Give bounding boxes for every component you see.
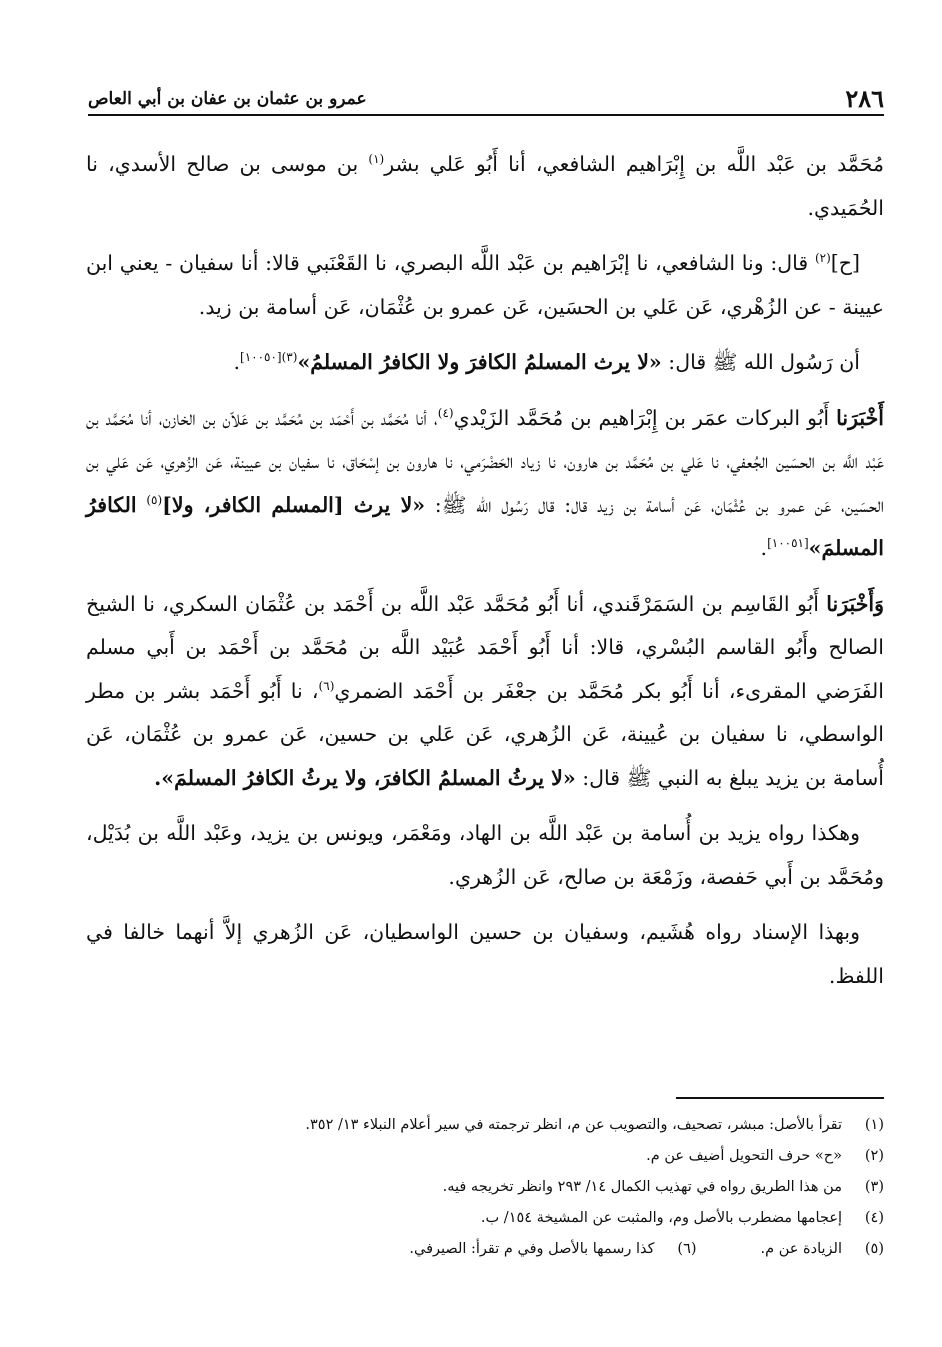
hadith-text: «لا يرثُ المسلمُ الكافرَ، ولا يرثُ الكافرُ المسلمَ». [154,765,576,790]
footnote-4: (٤) إعجامها مضطرب بالأصل وم، والمثبت عن المشيخة ١٥٤/ ب. [480,1210,884,1226]
footnote-row [86,1234,884,1265]
footnote-6: (٦) كذا رسمها بالأصل وفي م تقرأ: الصيرفي. [409,1241,697,1257]
footnote-ref-5: (٥) [146,492,163,507]
footnote-5: (٥) الزيادة عن م. [760,1241,884,1257]
paragraph-6: وهكذا رواه يزيد بن أُسامة بن عَبْد اللَّه بن الهاد، ومَعْمَر، ويونس بن يزيد، وعَبْد اللَّه بن بُدَيْل، ومُحَمَّد بن أَبي حَفصة، وزَمْعَة بن صالح، عَن الزُهري. [86,821,884,889]
akhbarana-lead: أَخْبَرَنا [836,405,884,430]
footnote-ref-2: (٢) [814,251,831,266]
paragraph-3: أن رَسُول الله ﷺ قال: «لا يرث المسلمُ الكافرَ ولا الكافرُ المسلمُ»$^{(٣)[١٠٠٥٠]}$. [233,350,860,374]
hadith-text: «لا يرث المسلمُ الكافرَ ولا الكافرُ المسلمُ» [297,350,662,374]
running-title: عمرو بن عثمان بن عفان بن أبي العاص [88,89,367,109]
footnote-2: (٢) «ح» حرف التحويل أضيف عن م. [646,1148,884,1164]
main-text [86,143,884,1010]
paragraph-5: وَأَخْبَرَنا أَبُو القَاسِم بن السَمَرْقَندي، أنا أَبُو مُحَمَّد عَبْد اللَّه بن أَحْمَد بن عُثْمَان السكري، نا الشيخ الصالح وأَبُو القاسم البُسْري، قالا: أنا أَبُو أَحْمَد عُبَيْد اللَّه بن مُحَمَّد بن أَحْمَد بن أَبي مسلم الفَرَضي المقرىء، أنا أَبُو بكر مُحَمَّد بن جعْفَر بن أَحْمَد الضمري$^{(٦)}$، نا أَبُو أَحْمَد بشر بن مطر الواسطي، نا سفيان بن عُيينة، عَن الزُهري، عَن عَلي بن حسين، عَن عمرو بن عُثْمَان، عَن أُسامة بن يزيد يبلغ به النبي ﷺ قال: «لا يرثُ المسلمُ الكافرَ، ولا يرثُ الكافرُ المسلمَ». [86,591,884,790]
footnote-3: (٣) من هذا الطريق رواه في تهذيب الكمال ١٤/ ٢٩٣ وانظر تخريجه فيه. [442,1179,884,1195]
akhbarana-lead: وَأَخْبَرَنا [826,591,884,616]
footnote-ref-6: (٦) [318,678,335,693]
footnote-ref-3: (٣)[١٠٠٥٠] [240,350,298,365]
hadith-text: الكافرُ المسلمَ» [86,492,884,560]
footnotes [86,1110,884,1265]
paragraph-2: [ح]$^{(٢)}$ قال: ونا الشافعي، نا إبْرَاهيم بن عَبْد اللَّه البصري، نا القَعْنَبي قالا: أنا سفيان - يعني ابن عيينة - عن الزُهْري، عَن عَلي بن الحسَين، عَن عمرو بن عُثْمَان، عَن أسامة بن زيد. [86,251,884,319]
footnote-divider [676,1097,884,1099]
footnote-1: (١) تقرأ بالأصل: مبشر، تصحيف، والتصويب عن م، انظر ترجمته في سير أعلام النبلاء ١٣/ ٣٥٢. [305,1117,884,1133]
footnote-ref-1: (١) [368,152,385,167]
page-header [88,78,884,116]
hadith-text: «لا يرث [المسلم الكافر، ولا] [162,492,426,517]
paragraph-1: مُحَمَّد بن عَبْد اللَّه بن إِبْرَاهيم الشافعي، أنا أَبُو عَلي بشر$^{(١)}$ بن موسى بن صالح الأسدي، نا الحُمَيدي. [86,152,884,220]
hadith-number: [١٠٠٥١] [767,536,809,551]
page-number: ٢٨٦ [845,84,884,113]
paragraph-4: أَخْبَرَنا أَبُو البركات عمَر بن إِبْرَاهيم بن مُحَمَّد الزَيْدي$^{(٤)}$، أنا مُحَمَّد بن أَحْمَد بن مُحَمَّد بن عَلاّن بن الخازن، أنا مُحَمَّد بن عَبْد اللَّه بن الحسَين الجُعفي، نا عَلي بن مُحَمَّد بن هارون، نا زياد الحَضْرَمي، نا هارون بن إسْحَاق، نا سفيان بن عيينة، عَن الزُهري، عَن عَلي بن الحسَين، عَن عمرو بن عُثْمَان، عَن أسامة بن زيد قال: قال رَسُول الله ﷺ: «لا يرث [المسلم الكافر، ولا]$^{(٥)}$ الكافرُ المسلمَ»[١٠٠٥١]. [86,405,884,560]
paragraph-7: وبهذا الإسناد رواه هُشَيم، وسفيان بن حسين الواسطيان، عَن الزُهري إلاَّ أنهما خالفا في اللفظ. [86,920,884,988]
footnote-ref-4: (٤) [437,405,454,420]
